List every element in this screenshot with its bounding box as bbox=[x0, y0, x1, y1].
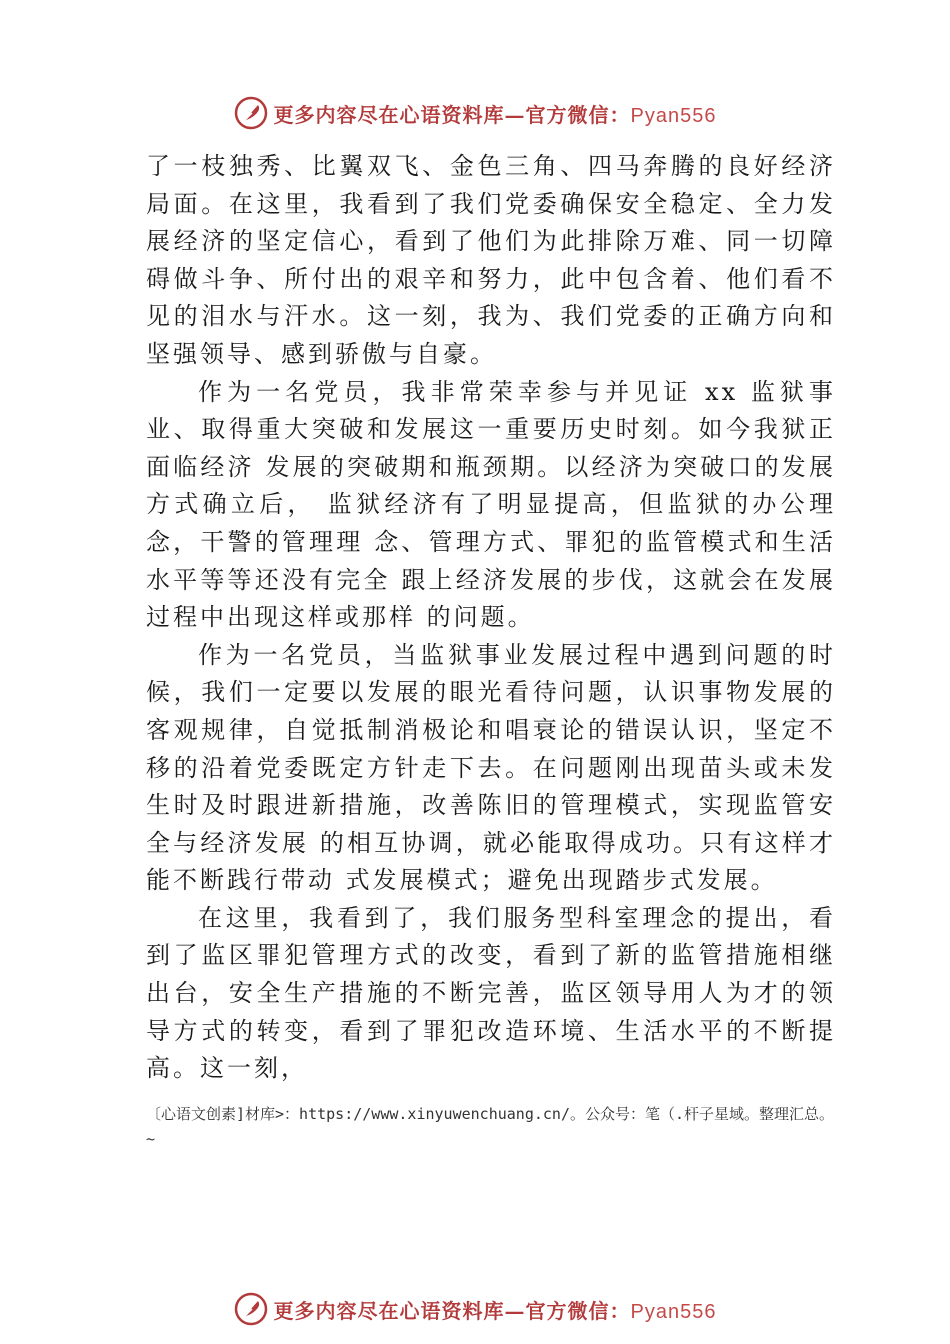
separator: — bbox=[504, 102, 526, 127]
footer-banner bbox=[0, 1289, 950, 1329]
wechat-label: 官方微信： bbox=[525, 1298, 631, 1323]
brand-text: 更多内容尽在心语资料库 bbox=[273, 1298, 505, 1323]
wechat-label: 官方微信： bbox=[525, 102, 631, 127]
source-note: 〔心语文创素]材库>：https://www.xinyuwenchuang.cn/。公众号：笔（.杆子星域。整理汇总。~ bbox=[146, 1105, 835, 1148]
feather-quill-logo-icon bbox=[234, 1292, 268, 1326]
paragraph-4: 在这里，我看到了，我们服务型科室理念的提出，看到了监区罪犯管理方式的改变，看到了新的监管措施相继出台，安全生产措施的不断完善，监区领导用人为才的领导方式的转变，看到了罪犯改造环境、生活水平的不断提高。这一刻， bbox=[146, 903, 836, 1083]
separator: — bbox=[504, 1298, 526, 1323]
document-body bbox=[146, 148, 836, 1088]
brand-text: 更多内容尽在心语资料库 bbox=[273, 102, 505, 127]
wechat-id: Pyan556 bbox=[630, 104, 717, 127]
wechat-id: Pyan556 bbox=[630, 1300, 717, 1323]
footer-banner-text bbox=[274, 1295, 717, 1324]
header-banner-text bbox=[274, 99, 717, 128]
feather-quill-logo-icon bbox=[234, 96, 268, 130]
paragraph-2: 作为一名党员，我非常荣幸参与并见证 xx 监狱事业、取得重大突破和发展这一重要历史时刻。如今我狱正面临经济 发展的突破期和瓶颈期。以经济为突破口的发展方式确立后， 监狱经济有了明显提高，但监狱的办公理念，干警的管理理 念、管理方式、罪犯的监管模式和生活水平等等还没有完全 跟上经济发展的步伐，这就会在发展过程中出现这样或那样 的问题。 bbox=[146, 377, 836, 632]
header-banner bbox=[0, 93, 950, 133]
paragraph-3: 作为一名党员，当监狱事业发展过程中遇到问题的时候，我们一定要以发展的眼光看待问题，认识事物发展的客观规律，自觉抵制消极论和唱衰论的错误认识，坚定不移的沿着党委既定方针走下去。在问题刚出现苗头或未发生时及时跟进新措施，改善陈旧的管理模式，实现监管安全与经济发展 的相互协调，就必能取得成功。只有这样才能不断践行带动 式发展模式；避免出现踏步式发展。 bbox=[146, 640, 836, 895]
paragraph-1: 了一枝独秀、比翼双飞、金色三角、四马奔腾的良好经济局面。在这里，我看到了我们党委确保安全稳定、全力发展经济的坚定信心，看到了他们为此排除万难、同一切障碍做斗争、所付出的艰辛和努力，此中包含着、他们看不见的泪水与汗水。这一刻，我为、我们党委的正确方向和坚强领导、感到骄傲与自豪。 bbox=[146, 152, 836, 368]
